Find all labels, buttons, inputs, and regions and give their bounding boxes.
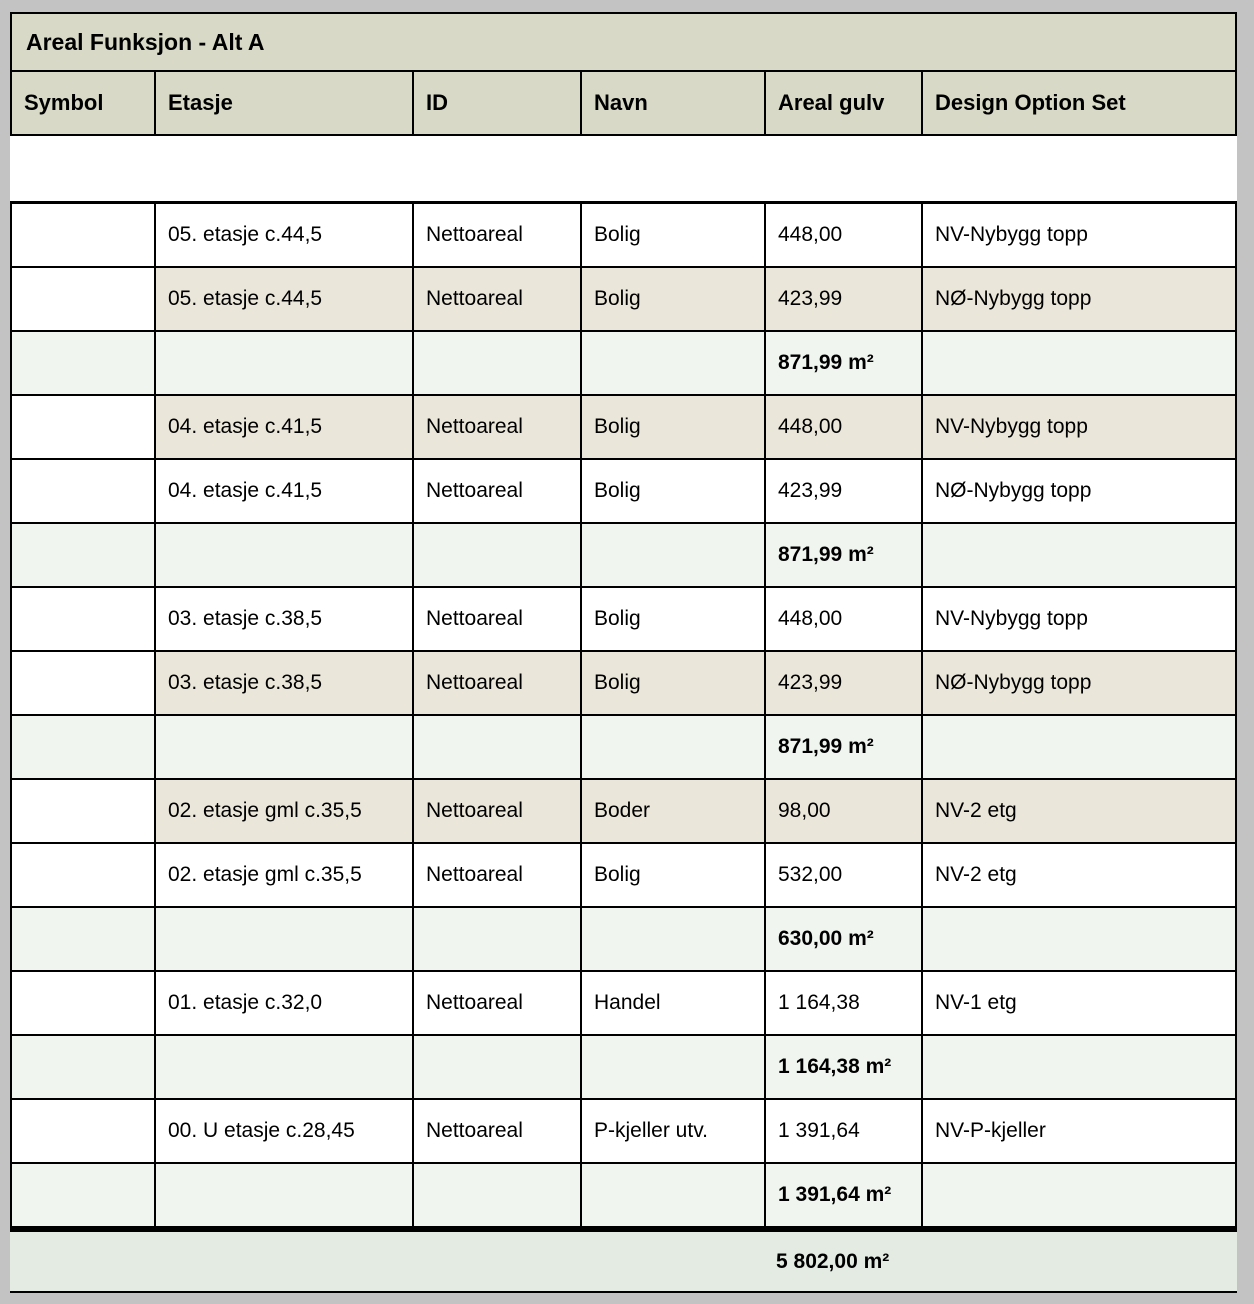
cell-symbol — [12, 908, 154, 970]
cell-design-option — [921, 1036, 1235, 1098]
cell-id — [412, 716, 580, 778]
cell-id: Nettoareal — [412, 204, 580, 266]
cell-etasje: 02. etasje gml c.35,5 — [154, 780, 412, 842]
table-row — [12, 650, 1235, 714]
cell-design-option: NV-2 etg — [921, 780, 1235, 842]
cell-etasje — [154, 332, 412, 394]
cell-design-option: NV-Nybygg topp — [921, 204, 1235, 266]
cell-id: Nettoareal — [412, 396, 580, 458]
cell-design-option: NV-P-kjeller — [921, 1100, 1235, 1162]
cell-id: Nettoareal — [412, 460, 580, 522]
cell-areal: 532,00 — [764, 844, 921, 906]
cell-symbol — [12, 332, 154, 394]
cell-design-option: NV-1 etg — [921, 972, 1235, 1034]
grand-total-row — [10, 1229, 1237, 1293]
cell-id — [412, 1036, 580, 1098]
cell-id: Nettoareal — [412, 652, 580, 714]
table-row — [12, 970, 1235, 1034]
cell-design-option: NØ-Nybygg topp — [921, 460, 1235, 522]
cell-design-option — [921, 332, 1235, 394]
cell-etasje: 03. etasje c.38,5 — [154, 652, 412, 714]
cell-etasje — [154, 716, 412, 778]
cell-design-option: NØ-Nybygg topp — [921, 268, 1235, 330]
table-row — [12, 204, 1235, 266]
table-row — [12, 778, 1235, 842]
schedule-table — [10, 12, 1237, 1293]
cell-design-option — [921, 1164, 1235, 1226]
cell-design-option: NØ-Nybygg topp — [921, 652, 1235, 714]
cell-id: Nettoareal — [412, 844, 580, 906]
cell-areal: 98,00 — [764, 780, 921, 842]
table-row — [12, 266, 1235, 330]
column-header-symbol: Symbol — [12, 72, 154, 134]
cell-symbol — [12, 972, 154, 1034]
cell-design-option — [921, 716, 1235, 778]
cell-etasje: 00. U etasje c.28,45 — [154, 1100, 412, 1162]
cell-id: Nettoareal — [412, 268, 580, 330]
cell-etasje: 03. etasje c.38,5 — [154, 588, 412, 650]
cell-navn — [580, 524, 764, 586]
cell-areal: 1 391,64 — [764, 1100, 921, 1162]
cell-navn: Bolig — [580, 204, 764, 266]
cell-areal: 423,99 — [764, 460, 921, 522]
subtotal-row — [12, 1162, 1235, 1226]
cell-navn — [580, 1164, 764, 1226]
cell-areal: 448,00 — [764, 588, 921, 650]
cell-areal: 871,99 m² — [764, 524, 921, 586]
cell-symbol — [12, 1036, 154, 1098]
cell-symbol — [12, 524, 154, 586]
cell-navn: Handel — [580, 972, 764, 1034]
cell-etasje — [154, 1164, 412, 1226]
cell-design-option — [921, 908, 1235, 970]
cell-id — [412, 908, 580, 970]
cell-etasje — [154, 524, 412, 586]
column-header-navn: Navn — [580, 72, 764, 134]
cell-navn — [580, 332, 764, 394]
table-row — [12, 586, 1235, 650]
cell-id: Nettoareal — [412, 1100, 580, 1162]
subtotal-row — [12, 330, 1235, 394]
cell-etasje: 01. etasje c.32,0 — [154, 972, 412, 1034]
subtotal-row — [12, 906, 1235, 970]
cell-navn: Bolig — [580, 268, 764, 330]
cell-etasje: 02. etasje gml c.35,5 — [154, 844, 412, 906]
cell-symbol — [12, 268, 154, 330]
cell-navn: P-kjeller utv. — [580, 1100, 764, 1162]
cell-areal: 423,99 — [764, 268, 921, 330]
cell-areal: 1 391,64 m² — [764, 1164, 921, 1226]
cell-navn: Bolig — [580, 396, 764, 458]
cell-etasje — [154, 1036, 412, 1098]
cell-areal: 871,99 m² — [764, 716, 921, 778]
cell-navn: Boder — [580, 780, 764, 842]
cell-navn — [580, 716, 764, 778]
cell-symbol — [12, 1100, 154, 1162]
schedule-head — [10, 12, 1237, 136]
cell-id: Nettoareal — [412, 780, 580, 842]
cell-navn: Bolig — [580, 652, 764, 714]
cell-areal: 1 164,38 — [764, 972, 921, 1034]
column-header-areal-gulv: Areal gulv — [764, 72, 921, 134]
cell-areal: 871,99 m² — [764, 332, 921, 394]
cell-id — [412, 524, 580, 586]
cell-etasje: 05. etasje c.44,5 — [154, 204, 412, 266]
cell-id — [412, 1164, 580, 1226]
cell-symbol — [12, 460, 154, 522]
cell-areal: 423,99 — [764, 652, 921, 714]
table-row — [12, 394, 1235, 458]
cell-symbol — [12, 588, 154, 650]
cell-navn: Bolig — [580, 588, 764, 650]
cell-design-option: NV-2 etg — [921, 844, 1235, 906]
table-row — [12, 1098, 1235, 1162]
cell-symbol — [12, 844, 154, 906]
table-row — [12, 842, 1235, 906]
cell-symbol — [12, 716, 154, 778]
cell-design-option: NV-Nybygg topp — [921, 396, 1235, 458]
subtotal-row — [12, 522, 1235, 586]
cell-navn: Bolig — [580, 844, 764, 906]
cell-symbol — [12, 396, 154, 458]
subtotal-row — [12, 714, 1235, 778]
cell-areal: 630,00 m² — [764, 908, 921, 970]
grand-total-value: 5 802,00 m² — [776, 1249, 890, 1273]
cell-symbol — [12, 204, 154, 266]
cell-id: Nettoareal — [412, 588, 580, 650]
cell-symbol — [12, 652, 154, 714]
cell-id: Nettoareal — [412, 972, 580, 1034]
subtotal-row — [12, 1034, 1235, 1098]
cell-symbol — [12, 1164, 154, 1226]
cell-design-option: NV-Nybygg topp — [921, 588, 1235, 650]
column-header-row — [12, 70, 1235, 134]
schedule-title: Areal Funksjon - Alt A — [26, 28, 265, 55]
cell-navn: Bolig — [580, 460, 764, 522]
column-header-etasje: Etasje — [154, 72, 412, 134]
table-row — [12, 458, 1235, 522]
cell-id — [412, 332, 580, 394]
cell-navn — [580, 908, 764, 970]
cell-areal: 448,00 — [764, 204, 921, 266]
cell-symbol — [12, 780, 154, 842]
column-header-design-option-set: Design Option Set — [921, 72, 1235, 134]
cell-areal: 448,00 — [764, 396, 921, 458]
cell-etasje: 05. etasje c.44,5 — [154, 268, 412, 330]
cell-areal: 1 164,38 m² — [764, 1036, 921, 1098]
cell-etasje: 04. etasje c.41,5 — [154, 396, 412, 458]
cell-etasje: 04. etasje c.41,5 — [154, 460, 412, 522]
cell-etasje — [154, 908, 412, 970]
column-header-id: ID — [412, 72, 580, 134]
blank-spacer-row — [10, 136, 1237, 201]
cell-design-option — [921, 524, 1235, 586]
cell-navn — [580, 1036, 764, 1098]
data-rows — [10, 201, 1237, 1229]
